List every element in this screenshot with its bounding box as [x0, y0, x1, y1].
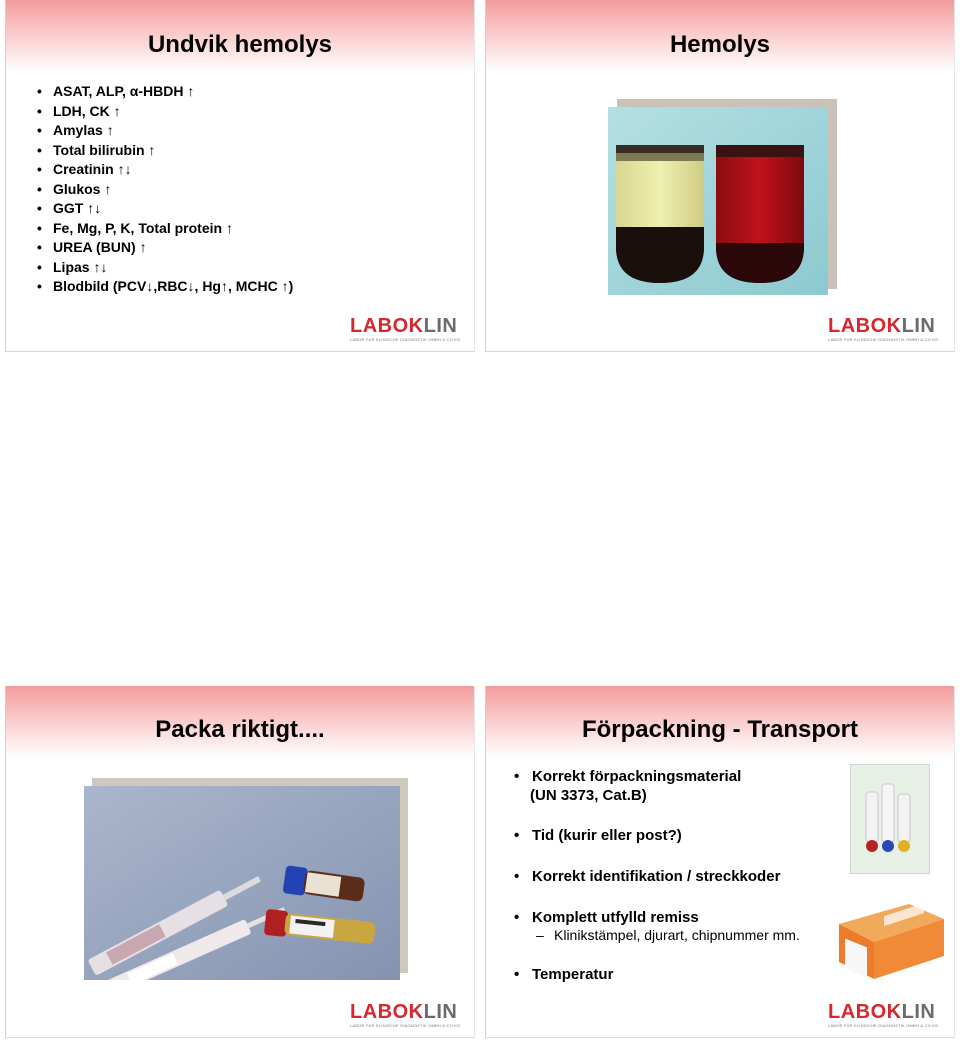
list-item: • Temperatur: [514, 966, 614, 983]
list-item: • Total bilirubin ↑: [33, 141, 293, 161]
bullet-icon: •: [37, 141, 42, 158]
list-item: • Korrekt förpackningsmaterial: [514, 768, 742, 785]
bullet-icon: •: [37, 219, 42, 236]
slide-forpackning-transport: [485, 686, 955, 1038]
arrow-icon: ↑↓: [93, 258, 108, 275]
arrow-icon: ↑↓: [117, 161, 132, 177]
bullet-icon: •: [37, 83, 42, 99]
laboklin-logo: LABOKLIN LABOR FÜR KLINISCHE DIAGNOSTIK GMBH & CO KG: [828, 315, 939, 342]
bullet-icon: •: [514, 827, 520, 844]
list-item: • UREA (BUN) ↑: [33, 238, 293, 258]
slide-title: Packa riktigt....: [155, 716, 325, 743]
bullet-icon: •: [514, 768, 520, 785]
laboklin-logo: LABOKLIN LABOR FÜR KLINISCHE DIAGNOSTIK GMBH & CO KG: [828, 1001, 939, 1028]
shipping-box-photo: [829, 894, 949, 984]
list-item: • ASAT, ALP, α-HBDH ↑: [33, 82, 293, 102]
list-item: • GGT ↑↓: [33, 199, 293, 219]
transport-list: [510, 768, 800, 983]
arrow-icon: ↑↓: [87, 200, 102, 216]
laboklin-logo: LABOKLIN LABOR FÜR KLINISCHE DIAGNOSTIK GMBH & CO KG: [350, 1001, 461, 1028]
arrow-icon: ↑): [281, 278, 294, 294]
bullet-icon: •: [37, 122, 42, 138]
bullet-icon: •: [37, 180, 42, 197]
list-item: • Blodbild (PCV↓,RBC↓, Hg↑, MCHC ↑): [33, 277, 293, 297]
bullet-icon: •: [37, 161, 42, 177]
arrow-icon: ↑: [225, 219, 233, 236]
arrow-icon: ↑: [104, 180, 112, 197]
list-item: • Lipas ↑↓: [33, 258, 293, 278]
arrow-icon: ↑: [106, 122, 114, 138]
bullet-icon: •: [514, 868, 520, 885]
laboklin-logo: LABOKLIN LABOR FÜR KLINISCHE DIAGNOSTIK GMBH & CO KG: [350, 315, 461, 342]
arrow-icon: ↑: [113, 102, 121, 119]
slide-undvik-hemolys: [5, 0, 475, 352]
slide-title: Förpackning - Transport: [581, 716, 859, 743]
slide-hemolys: [485, 0, 955, 352]
effects-list: [33, 82, 293, 297]
slide-packa-riktigt: [5, 686, 475, 1038]
sample-container-photo: [850, 764, 930, 874]
list-item: • Komplett utfylld remiss: [514, 909, 699, 926]
list-item: • LDH, CK ↑: [33, 102, 293, 122]
hemolysis-tubes-photo: [608, 107, 828, 295]
slide-title: Hemolys: [669, 31, 771, 58]
bullet-icon: •: [37, 278, 42, 294]
arrow-icon: ↑: [148, 141, 156, 158]
bullet-icon: •: [514, 909, 520, 926]
arrow-icon: ↑: [139, 239, 147, 255]
list-item: • Tid (kurir eller post?): [514, 827, 682, 844]
bullet-icon: •: [37, 239, 42, 255]
slide-title: Undvik hemolys: [147, 31, 333, 58]
list-item: • Glukos ↑: [33, 180, 293, 200]
list-item: • Fe, Mg, P, K, Total protein ↑: [33, 219, 293, 239]
bullet-icon: •: [37, 200, 42, 216]
bullet-icon: •: [37, 258, 42, 275]
sample-tubes-photo: [84, 786, 400, 980]
arrow-icon: ↑: [187, 83, 195, 99]
sub-item: – Klinikstämpel, djurart, chipnummer mm.: [536, 927, 800, 943]
list-item: • Korrekt identifikation / streckkoder: [514, 868, 781, 885]
dash-icon: –: [536, 927, 544, 943]
bullet-icon: •: [514, 966, 520, 983]
list-item: • Amylas ↑: [33, 121, 293, 141]
list-item: • Creatinin ↑↓: [33, 160, 293, 180]
bullet-icon: •: [37, 102, 42, 119]
list-item-continuation: (UN 3373, Cat.B): [530, 787, 647, 804]
